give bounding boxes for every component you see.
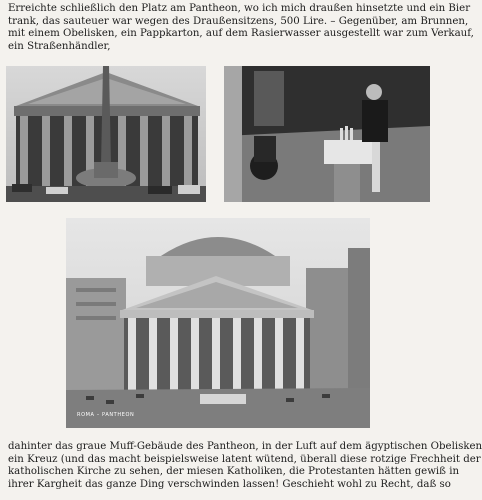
top-paragraph bbox=[8, 3, 474, 53]
text-line: ihrer Kargheit das ganze Ding verschwinden lassen! Geschieht wohl zu Recht, daß so bbox=[8, 478, 451, 490]
text-line: katholischen Kirche zu sehen, der miesen Katholiken, die Protestanten hätten gewiß in bbox=[8, 466, 460, 478]
photo-pantheon-facade bbox=[6, 66, 206, 202]
text-line: Erreichte schließlich den Platz am Pantheon, wo ich mich draußen hinsetzte und ein Bier bbox=[8, 3, 471, 14]
text-line: mit einem Obelisken, ein Pappkarton, auf dem Rasierwasser ausgestellt war zum Verkauf, bbox=[8, 28, 474, 40]
bottom-paragraph bbox=[8, 441, 482, 491]
text-line: dahinter das graue Muff-Gebäude des Pantheon, in der Luft auf dem ägyptischen Obelisken bbox=[8, 441, 482, 452]
text-line: ein Straßenhändler, bbox=[8, 40, 111, 52]
photo-caption: ROMA – PANTHEON bbox=[77, 412, 135, 418]
photo-pantheon-aerial bbox=[66, 218, 370, 428]
text-line: trank, das sauteuer war wegen des Draußensitzens, 500 Lire. – Gegenüber, am Brunnen, bbox=[8, 15, 469, 27]
text-line: ein Kreuz (und das macht beispielsweise latent wütend, überall diese rotzige Frechheit der bbox=[8, 453, 481, 465]
photo-street-vendor bbox=[224, 66, 430, 202]
